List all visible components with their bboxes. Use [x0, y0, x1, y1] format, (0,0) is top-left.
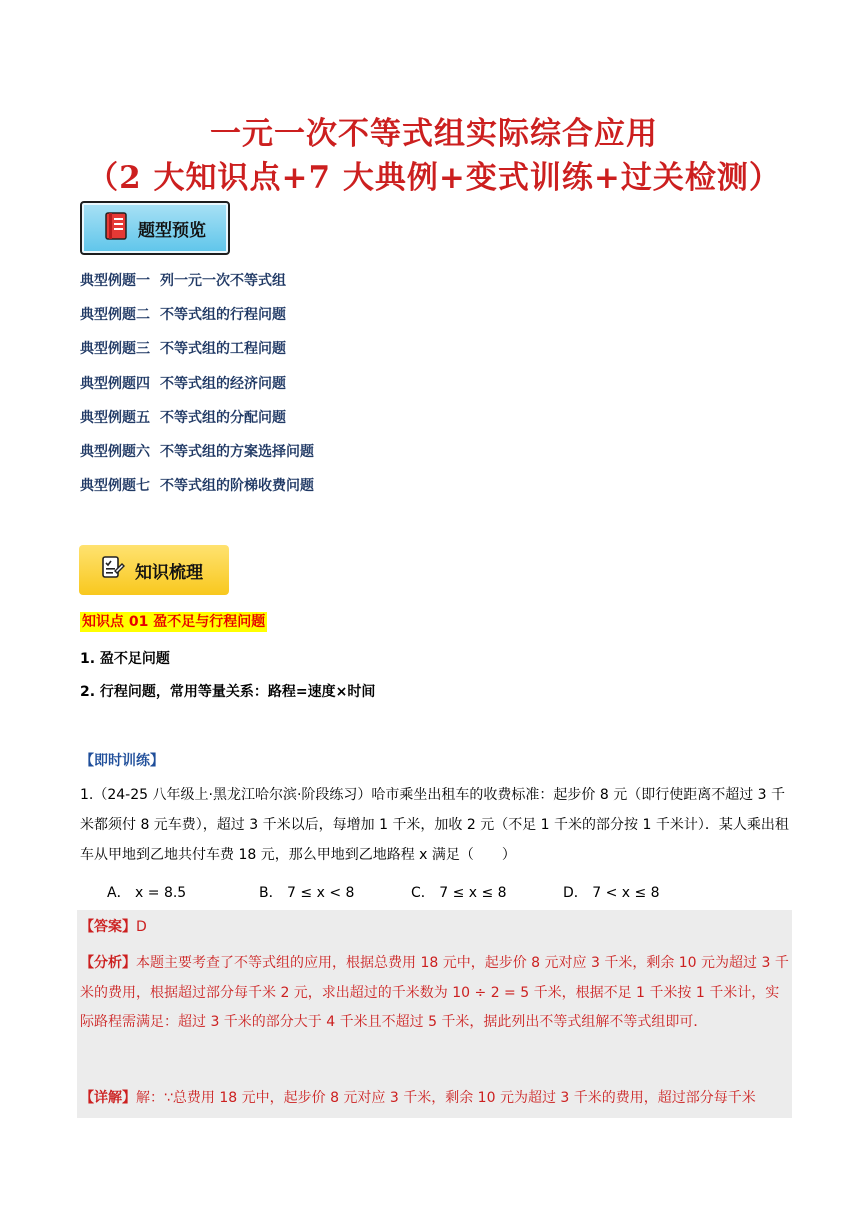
drill-label: 【即时训练】	[80, 753, 164, 769]
page-title: 一元一次不等式组实际综合应用	[210, 116, 658, 152]
toc-item[interactable]: 典型例题五 不等式组的分配问题	[80, 409, 286, 426]
option-d[interactable]: D． 7 < x ≤ 8	[563, 885, 660, 901]
option-c[interactable]: C． 7 ≤ x ≤ 8	[411, 885, 507, 901]
analysis-text: 本题主要考查了不等式组的应用，根据总费用 18 元中，起步价 8 元对应 3 千米，剩余 10 元为超过 3 千米的费用，根据超过部分每千米 2 元，求出超过的千米数为 10 ÷ 2 = 5 千米，根据不足 1 千米按 1 千米计，实际路程需满足：超过 3 千米的部分大于 4 千米且不超过 5 千米，据此列出不等式组解不等式组即可．	[80, 955, 789, 1030]
knowledge-point-item: 1. 盈不足问题	[80, 651, 170, 667]
question-text: 1.（24-25 八年级上·黑龙江哈尔滨·阶段练习）哈市乘坐出租车的收费标准：起步价 8 元（即行使距离不超过 3 千米都须付 8 元车费），超过 3 千米以后，每增加 1 千米，加收 2 元（不足 1 千米的部分按 1 千米计）．某人乘出租车从甲地到乙地共付车费 18 元，那么甲地到乙地路程 x 满足（ ）	[80, 787, 789, 863]
toc-item[interactable]: 典型例题一 列一元一次不等式组	[80, 273, 286, 289]
preview-badge	[80, 201, 230, 255]
toc-list	[80, 271, 314, 510]
toc-item[interactable]: 典型例题七 不等式组的阶梯收费问题	[80, 478, 314, 495]
knowledge-point-item: 2. 行程问题，常用等量关系：路程=速度×时间	[80, 684, 376, 700]
toc-item[interactable]: 典型例题四 不等式组的经济问题	[80, 375, 286, 392]
detail-text: 解：∵总费用 18 元中，起步价 8 元对应 3 千米，剩余 10 元为超过 3 千米的费用，超过部分每千米	[136, 1090, 756, 1106]
option-b[interactable]: B． 7 ≤ x < 8	[259, 885, 355, 901]
question-options	[107, 882, 715, 902]
analysis-line	[80, 949, 792, 1038]
detail-tag: 【详解】	[80, 1090, 136, 1106]
toc-item[interactable]: 典型例题三 不等式组的工程问题	[80, 341, 286, 358]
answer-tag: 【答案】	[80, 919, 136, 935]
toc-item[interactable]: 典型例题二 不等式组的行程问题	[80, 307, 286, 324]
book-icon	[104, 212, 128, 245]
checklist-icon	[101, 555, 125, 586]
detail-line	[80, 1084, 792, 1114]
analysis-tag: 【分析】	[80, 955, 136, 971]
toc-item[interactable]: 典型例题六 不等式组的方案选择问题	[80, 443, 314, 460]
page-subtitle: （2 大知识点+7 大典例+变式训练+过关检测）	[87, 160, 781, 196]
answer-value: D	[136, 919, 147, 935]
knowledge-badge-label: 知识梳理	[135, 562, 203, 583]
knowledge-badge	[79, 545, 229, 595]
option-a[interactable]: A． x = 8.5	[107, 885, 187, 901]
answer-line	[80, 913, 792, 943]
knowledge-point-title: 知识点 01 盈不足与行程问题	[82, 614, 266, 630]
preview-badge-label: 题型预览	[138, 220, 206, 241]
